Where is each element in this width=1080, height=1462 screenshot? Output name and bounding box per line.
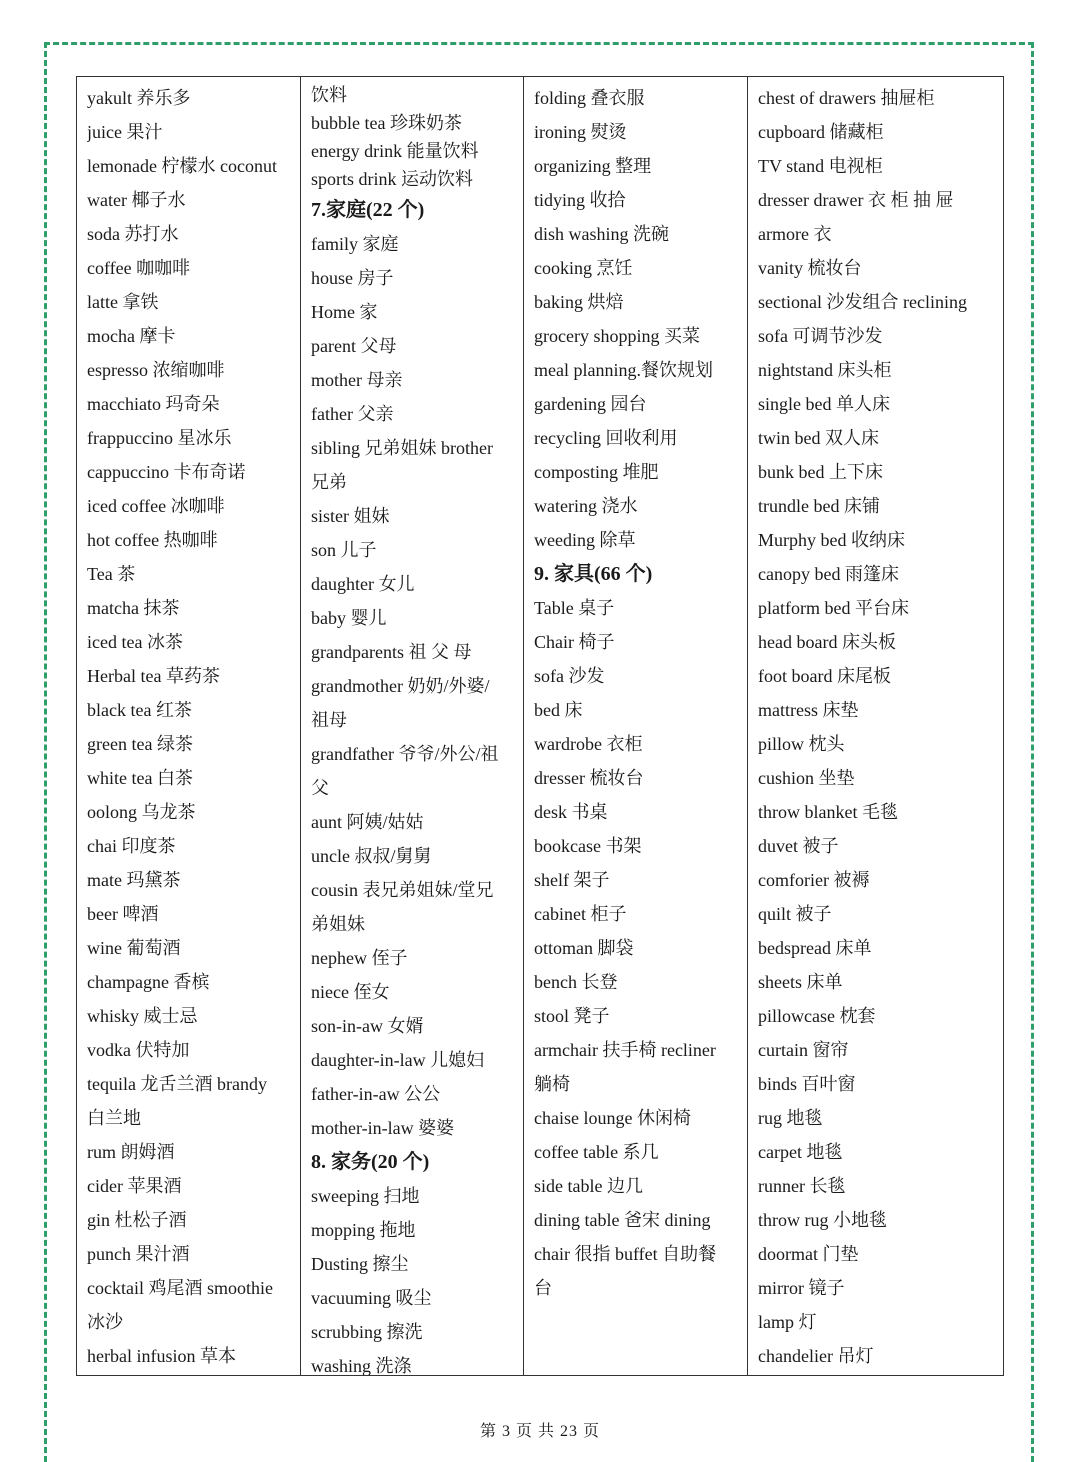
vocab-entry: daughter-in-law 儿媳妇 xyxy=(311,1050,485,1070)
vocab-entry: mother 母亲 xyxy=(311,370,403,390)
vocab-entry: wine 葡萄酒 xyxy=(87,938,181,958)
vocab-entry: head board 床头板 xyxy=(758,632,896,652)
vocab-entry: nightstand 床头柜 xyxy=(758,360,892,380)
vocab-entry: vodka 伏特加 xyxy=(87,1040,190,1060)
vocab-entry: grocery shopping 买菜 xyxy=(534,326,700,346)
vocab-entry: ironing 熨烫 xyxy=(534,122,627,142)
section-heading: 7.家庭(22 个) xyxy=(311,199,425,221)
vocab-entry: cupboard 储藏柜 xyxy=(758,122,884,142)
vocab-entry: rug 地毯 xyxy=(758,1108,823,1128)
table-column-2 xyxy=(301,77,524,1375)
vocab-entry: punch 果汁酒 xyxy=(87,1244,190,1264)
vocab-entry: bunk bed 上下床 xyxy=(758,462,883,482)
vocabulary-table xyxy=(76,76,1004,1376)
vocab-entry: 台 xyxy=(534,1278,552,1298)
vocab-entry: whisky 威士忌 xyxy=(87,1006,198,1026)
vocab-entry: espresso 浓缩咖啡 xyxy=(87,360,225,380)
vocab-entry: mirror 镜子 xyxy=(758,1278,845,1298)
vocab-entry: lamp 灯 xyxy=(758,1312,817,1332)
vocab-entry: twin bed 双人床 xyxy=(758,428,879,448)
vocab-entry: sports drink 运动饮料 xyxy=(311,169,473,189)
vocab-entry: grandparents 祖 父 母 xyxy=(311,642,472,662)
vocab-entry: dresser drawer 衣 柜 抽 屉 xyxy=(758,190,954,210)
vocab-entry: family 家庭 xyxy=(311,234,399,254)
vocab-entry: cousin 表兄弟姐妹/堂兄 xyxy=(311,880,494,900)
vocab-entry: sweeping 扫地 xyxy=(311,1186,420,1206)
vocab-entry: 冰沙 xyxy=(87,1312,123,1332)
table-column-3 xyxy=(524,77,748,1375)
vocab-entry: black tea 红茶 xyxy=(87,700,192,720)
section-heading: 8. 家务(20 个) xyxy=(311,1151,430,1173)
vocab-entry: dish washing 洗碗 xyxy=(534,224,669,244)
vocab-entry: bubble tea 珍珠奶茶 xyxy=(311,113,462,133)
page-number-footer: 第 3 页 共 23 页 xyxy=(479,1423,600,1440)
vocab-entry: water 椰子水 xyxy=(87,190,186,210)
vocab-entry: cocktail 鸡尾酒 smoothie xyxy=(87,1278,273,1298)
vocab-entry: son 儿子 xyxy=(311,540,377,560)
vocab-entry: sofa 可调节沙发 xyxy=(758,326,883,346)
vocab-entry: cider 苹果酒 xyxy=(87,1176,182,1196)
vocab-entry: 兄弟 xyxy=(311,472,347,492)
vocab-entry: side table 边几 xyxy=(534,1176,643,1196)
vocab-entry: beer 啤酒 xyxy=(87,904,159,924)
vocab-entry: niece 侄女 xyxy=(311,982,390,1002)
vocab-entry: nephew 侄子 xyxy=(311,948,408,968)
vocab-entry: ottoman 脚袋 xyxy=(534,938,634,958)
vocab-entry: grandfather 爷爷/外公/祖 xyxy=(311,744,499,764)
vocab-entry: sectional 沙发组合 reclining xyxy=(758,292,967,312)
vocab-entry: mattress 床垫 xyxy=(758,700,859,720)
vocab-entry: throw blanket 毛毯 xyxy=(758,802,898,822)
vocab-entry: meal planning.餐饮规划 xyxy=(534,360,713,380)
vocab-entry: Tea 茶 xyxy=(87,564,136,584)
vocab-entry: house 房子 xyxy=(311,268,394,288)
vocab-entry: lemonade 柠檬水 coconut xyxy=(87,156,277,176)
vocab-entry: composting 堆肥 xyxy=(534,462,659,482)
vocab-entry: chai 印度茶 xyxy=(87,836,176,856)
vocab-entry: throw rug 小地毯 xyxy=(758,1210,887,1230)
vocab-entry: yakult 养乐多 xyxy=(87,88,191,108)
vocab-entry: bookcase 书架 xyxy=(534,836,642,856)
vocab-entry: bed 床 xyxy=(534,700,583,720)
vocab-entry: cooking 烹饪 xyxy=(534,258,633,278)
vocab-entry: father 父亲 xyxy=(311,404,394,424)
vocab-entry: cushion 坐垫 xyxy=(758,768,855,788)
vocab-entry: matcha 抹茶 xyxy=(87,598,180,618)
table-column-4 xyxy=(748,77,1003,1375)
vocab-entry: aunt 阿姨/姑姑 xyxy=(311,812,424,832)
vocab-entry: soda 苏打水 xyxy=(87,224,179,244)
vocab-entry: armore 衣 xyxy=(758,224,832,244)
vocab-entry: Dusting 擦尘 xyxy=(311,1254,409,1274)
vocab-entry: TV stand 电视柜 xyxy=(758,156,883,176)
vocab-entry: 祖母 xyxy=(311,710,347,730)
vocab-entry: chair 很指 buffet 自助餐 xyxy=(534,1244,717,1264)
table-column-1 xyxy=(77,77,301,1375)
vocab-entry: latte 拿铁 xyxy=(87,292,159,312)
vocab-entry: sofa 沙发 xyxy=(534,666,605,686)
vocab-entry: vacuuming 吸尘 xyxy=(311,1288,432,1308)
vocab-entry: folding 叠衣服 xyxy=(534,88,645,108)
vocab-entry: 父 xyxy=(311,778,329,798)
vocab-entry: frappuccino 星冰乐 xyxy=(87,428,232,448)
vocab-entry: juice 果汁 xyxy=(87,122,163,142)
vocab-entry: curtain 窗帘 xyxy=(758,1040,849,1060)
vocab-entry: dresser 梳妆台 xyxy=(534,768,644,788)
vocab-entry: washing 洗涤 xyxy=(311,1356,412,1375)
vocab-entry: baking 烘焙 xyxy=(534,292,624,312)
vocab-entry: sister 姐妹 xyxy=(311,506,390,526)
vocab-entry: gardening 园台 xyxy=(534,394,647,414)
vocab-entry: bedspread 床单 xyxy=(758,938,872,958)
vocab-entry: son-in-aw 女婿 xyxy=(311,1016,424,1036)
vocab-entry: energy drink 能量饮料 xyxy=(311,141,479,161)
vocab-entry: Home 家 xyxy=(311,302,378,322)
vocab-entry: champagne 香槟 xyxy=(87,972,210,992)
vocab-entry: coffee table 系几 xyxy=(534,1142,659,1162)
vocab-entry: coffee 咖咖啡 xyxy=(87,258,191,278)
vocab-entry: vanity 梳妆台 xyxy=(758,258,862,278)
vocab-entry: uncle 叔叔/舅舅 xyxy=(311,846,432,866)
vocab-entry: binds 百叶窗 xyxy=(758,1074,856,1094)
vocab-entry: carpet 地毯 xyxy=(758,1142,843,1162)
vocab-entry: organizing 整理 xyxy=(534,156,652,176)
vocab-entry: mopping 拖地 xyxy=(311,1220,416,1240)
vocab-entry: 躺椅 xyxy=(534,1074,570,1094)
vocab-entry: hot coffee 热咖啡 xyxy=(87,530,218,550)
vocab-entry: foot board 床尾板 xyxy=(758,666,891,686)
vocab-entry: watering 浇水 xyxy=(534,496,638,516)
vocab-entry: Murphy bed 收纳床 xyxy=(758,530,905,550)
vocab-entry: armchair 扶手椅 recliner xyxy=(534,1040,716,1060)
vocab-entry: doormat 门垫 xyxy=(758,1244,859,1264)
vocab-entry: oolong 乌龙茶 xyxy=(87,802,196,822)
vocab-entry: Herbal tea 草药茶 xyxy=(87,666,220,686)
vocab-entry: cabinet 柜子 xyxy=(534,904,627,924)
vocab-entry: platform bed 平台床 xyxy=(758,598,909,618)
vocab-entry: trundle bed 床铺 xyxy=(758,496,880,516)
vocab-entry: sibling 兄弟姐妹 brother xyxy=(311,438,493,458)
vocab-entry: gin 杜松子酒 xyxy=(87,1210,187,1230)
vocab-entry: 白兰地 xyxy=(87,1108,141,1128)
vocab-entry: parent 父母 xyxy=(311,336,397,356)
vocab-entry: shelf 架子 xyxy=(534,870,610,890)
vocab-entry: pillow 枕头 xyxy=(758,734,845,754)
vocab-entry: 饮料 xyxy=(311,85,347,105)
vocab-entry: duvet 被子 xyxy=(758,836,839,856)
vocab-entry: cappuccino 卡布奇诺 xyxy=(87,462,246,482)
vocab-entry: desk 书桌 xyxy=(534,802,608,822)
vocab-entry: mocha 摩卡 xyxy=(87,326,176,346)
vocab-entry: iced coffee 冰咖啡 xyxy=(87,496,225,516)
vocab-entry: white tea 白茶 xyxy=(87,768,193,788)
vocab-entry: stool 凳子 xyxy=(534,1006,610,1026)
vocab-entry: dining table 爸宋 dining xyxy=(534,1210,711,1230)
vocab-entry: Chair 椅子 xyxy=(534,632,615,652)
vocab-entry: chandelier 吊灯 xyxy=(758,1346,874,1366)
vocab-entry: comforier 被褥 xyxy=(758,870,870,890)
vocab-entry: sheets 床单 xyxy=(758,972,843,992)
vocab-entry: tequila 龙舌兰酒 brandy xyxy=(87,1074,267,1094)
vocab-entry: pillowcase 枕套 xyxy=(758,1006,876,1026)
vocab-entry: canopy bed 雨篷床 xyxy=(758,564,899,584)
vocab-entry: herbal infusion 草本 xyxy=(87,1346,236,1366)
vocab-entry: tidying 收拾 xyxy=(534,190,626,210)
vocab-entry: mother-in-law 婆婆 xyxy=(311,1118,455,1138)
vocab-entry: runner 长毯 xyxy=(758,1176,846,1196)
vocab-entry: macchiato 玛奇朵 xyxy=(87,394,220,414)
vocab-entry: weeding 除草 xyxy=(534,530,636,550)
vocab-entry: bench 长登 xyxy=(534,972,618,992)
vocab-entry: single bed 单人床 xyxy=(758,394,890,414)
vocab-entry: Table 桌子 xyxy=(534,598,615,618)
vocab-entry: father-in-aw 公公 xyxy=(311,1084,441,1104)
vocab-entry: recycling 回收利用 xyxy=(534,428,678,448)
vocab-entry: quilt 被子 xyxy=(758,904,832,924)
vocab-entry: green tea 绿茶 xyxy=(87,734,193,754)
vocab-entry: iced tea 冰茶 xyxy=(87,632,183,652)
vocab-entry: 弟姐妹 xyxy=(311,914,365,934)
vocab-entry: daughter 女儿 xyxy=(311,574,415,594)
vocab-entry: chaise lounge 休闲椅 xyxy=(534,1108,691,1128)
vocab-entry: chest of drawers 抽屉柜 xyxy=(758,88,935,108)
section-heading: 9. 家具(66 个) xyxy=(534,563,653,585)
vocab-entry: rum 朗姆酒 xyxy=(87,1142,175,1162)
vocab-entry: wardrobe 衣柜 xyxy=(534,734,643,754)
vocab-entry: baby 婴儿 xyxy=(311,608,387,628)
vocab-entry: mate 玛黛茶 xyxy=(87,870,181,890)
vocab-entry: grandmother 奶奶/外婆/ xyxy=(311,676,490,696)
vocab-entry: scrubbing 擦洗 xyxy=(311,1322,423,1342)
